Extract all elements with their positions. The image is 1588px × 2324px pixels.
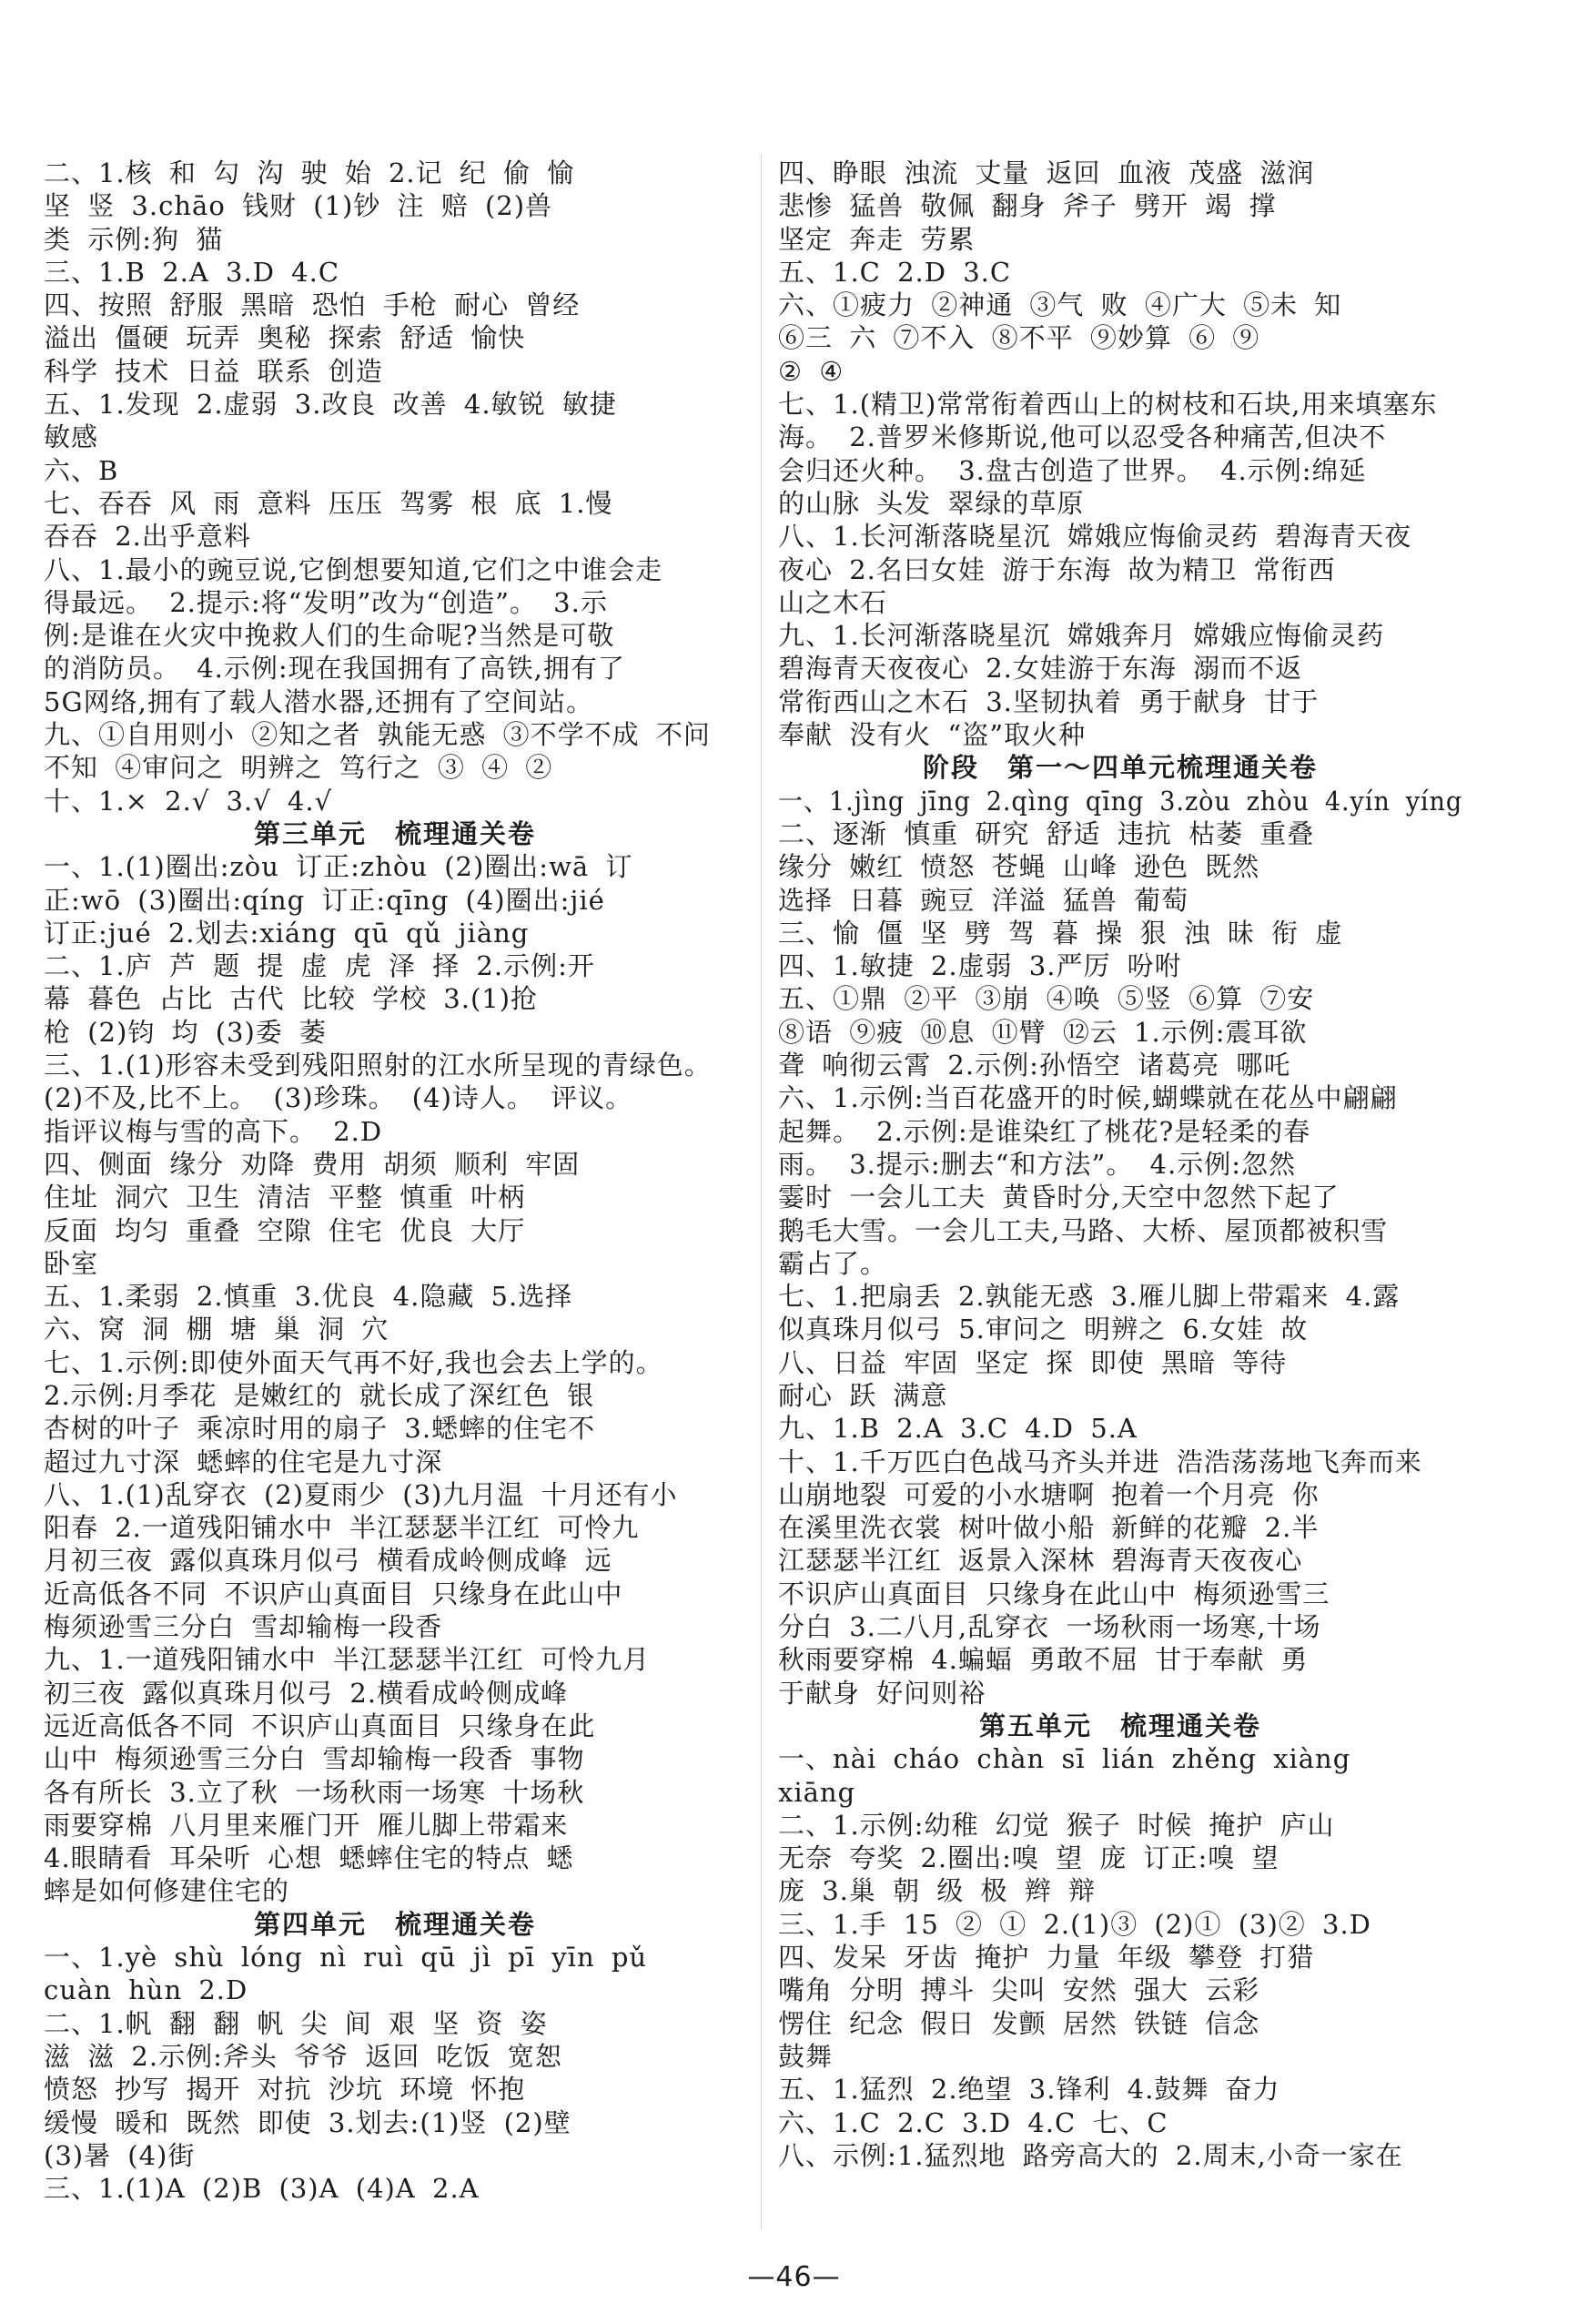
answer-line: 科学 技术 日益 联系 创造 [44,355,383,387]
section-heading: 阶段 第一～四单元梳理通关卷 [922,752,1318,784]
answer-line: 嘴角 分明 搏斗 尖叫 安然 强大 云彩 [778,1974,1260,2006]
answer-line: 九、①自用则小 ②知之者 孰能无惑 ③不学不成 不问 [44,719,711,751]
section-heading: 第三单元 梳理通关卷 [253,817,536,849]
answer-line: 蟀是如何修建住宅的 [44,1875,290,1907]
answer-line: 五、1.猛烈 2.绝望 3.锋利 4.鼓舞 奋力 [778,2074,1280,2106]
answer-line: 例:是谁在火灾中挽救人们的生命呢?当然是可敬 [44,620,615,652]
answer-line: 悲惨 猛兽 敬佩 翻身 斧子 劈开 竭 撑 [778,190,1277,222]
answer-line: 的山脉 头发 翠绿的草原 [778,487,1085,519]
answer-line: 超过九寸深 蟋蟀的住宅是九寸深 [44,1446,443,1477]
page-number: —46— [747,2261,841,2293]
answer-line: 九、1.B 2.A 3.C 4.D 5.A [778,1413,1138,1445]
answer-line: 四、发呆 牙齿 掩护 力量 年级 攀登 打猎 [778,1942,1315,1974]
answer-line: 八、1.最小的豌豆说,它倒想要知道,它们之中谁会走 [44,553,663,585]
answer-line: 正:wō (3)圈出:qíng 订正:qīng (4)圈出:jié [44,884,605,916]
answer-line: 坚 竖 3.chāo 钱财 (1)钞 注 赔 (2)兽 [44,190,553,222]
answer-line: 二、1.帆 翻 翻 帆 尖 间 艰 坚 资 姿 [44,2007,548,2039]
answer-line: 三、1.手 15 ② ① 2.(1)③ (2)① (3)② 3.D [778,1908,1371,1940]
answer-line: 的消防员。 4.示例:现在我国拥有了高铁,拥有了 [44,653,625,685]
answer-line: (3)暑 (4)街 [44,2139,196,2171]
answer-line: 十、1.千万匹白色战马齐头并进 浩浩荡荡地飞奔而来 [778,1446,1422,1477]
answer-line: 愤怒 抄写 揭开 对抗 沙坑 环境 怀抱 [44,2074,526,2106]
answer-line: 远近高低各不同 不识庐山真面目 只缘身在此 [44,1710,596,1741]
answer-line: 阳春 2.一道残阳铺水中 半江瑟瑟半江红 可怜九 [44,1512,640,1544]
answer-line: 缘分 嫩红 愤怒 苍蝇 山峰 逊色 既然 [778,851,1260,883]
answer-line: 于献身 好问则裕 [778,1677,986,1709]
answer-line: 会归还火种。 3.盘古创造了世界。 4.示例:绵延 [778,454,1367,486]
left-column [44,157,746,2205]
answer-line: 在溪里洗衣裳 树叶做小船 新鲜的花瓣 2.半 [778,1512,1320,1544]
answer-line: 指评议梅与雪的高下。 2.D [44,1115,383,1147]
answer-line: ⑧语 ⑨疲 ⑩息 ⑪臂 ⑫云 1.示例:震耳欲 [778,1016,1308,1048]
answer-line: 六、①疲力 ②神通 ③气 败 ④广大 ⑤未 知 [778,289,1342,321]
section-heading: 第五单元 梳理通关卷 [978,1710,1261,1741]
answer-line: 月初三夜 露似真珠月似弓 横看成岭侧成峰 远 [44,1545,612,1577]
answer-line: 四、睁眼 浊流 丈量 返回 血液 茂盛 滋润 [778,157,1315,188]
answer-line: cuàn hùn 2.D [44,1974,248,2006]
answer-line: 选择 日暮 豌豆 洋溢 猛兽 葡萄 [778,884,1189,916]
answer-line: 七、1.示例:即使外面天气再不好,我也会去上学的。 [44,1346,663,1378]
answer-line: 不知 ④审问之 明辨之 笃行之 ③ ④ ② [44,752,553,784]
answer-line: 四、侧面 缘分 劝降 费用 胡须 顺利 牢固 [44,1148,581,1180]
column-divider [761,155,762,2230]
answer-line: 九、1.长河渐落晓星沉 嫦娥奔月 嫦娥应悔偷灵药 [778,620,1385,652]
answer-line: 二、逐渐 慎重 研究 舒适 违抗 枯萎 重叠 [778,817,1315,849]
answer-line: 起舞。 2.示例:是谁染红了桃花?是轻柔的春 [778,1115,1311,1147]
answer-line: 雨要穿棉 八月里来雁门开 雁儿脚上带霜来 [44,1809,569,1841]
answer-line: 六、1.C 2.C 3.D 4.C 七、C [778,2106,1168,2138]
answer-line: 得最远。 2.提示:将“发明”改为“创造”。 3.示 [44,586,608,618]
answer-line: 江瑟瑟半江红 返景入深林 碧海青天夜夜心 [778,1545,1303,1577]
answer-line: 近高低各不同 不识庐山真面目 只缘身在此山中 [44,1578,623,1609]
answer-line: 八、示例:1.猛烈地 路旁高大的 2.周末,小奇一家在 [778,2139,1403,2171]
answer-line: xiāng [778,1776,856,1808]
section-heading: 第四单元 梳理通关卷 [253,1908,536,1940]
answer-line: 滋 滋 2.示例:斧头 爷爷 返回 吃饭 宽恕 [44,2040,562,2072]
answer-line: 秋雨要穿棉 4.蝙蝠 勇敢不屈 甘于奉献 勇 [778,1644,1309,1676]
answer-line: 梅须逊雪三分白 雪却输梅一段香 [44,1611,443,1643]
answer-line: 一、1.jìng jīng 2.qìng qīng 3.zòu zhòu 4.yín yíng [778,785,1462,817]
answer-line: 分白 3.二八月,乱穿衣 一场秋雨一场寒,十场 [778,1611,1321,1643]
answer-line: 五、1.发现 2.虚弱 3.改良 改善 4.敏锐 敏捷 [44,389,617,421]
answer-line: 杏树的叶子 乘凉时用的扇子 3.蟋蟀的住宅不 [44,1413,596,1445]
answer-line: 坚定 奔走 劳累 [778,223,976,255]
answer-line: 庞 3.巢 朝 级 极 辫 辩 [778,1875,1096,1907]
answer-line: 一、1.(1)圈出:zòu 订正:zhòu (2)圈出:wā 订 [44,851,633,883]
answer-line: 三、1.B 2.A 3.D 4.C [44,256,340,288]
answer-line: 六、B [44,454,119,486]
answer-line: 4.眼睛看 耳朵听 心想 蟋蟀住宅的特点 蟋 [44,1842,574,1874]
answer-line: 鼓舞 [778,2040,834,2072]
answer-line: 七、吞吞 风 雨 意料 压压 驾雾 根 底 1.慢 [44,487,613,519]
answer-line: 山中 梅须逊雪三分白 雪却输梅一段香 事物 [44,1743,585,1775]
answer-line: 二、1.核 和 勾 沟 驶 始 2.记 纪 偷 愉 [44,157,575,188]
answer-line: 缓慢 暖和 既然 即使 3.划去:(1)竖 (2)壁 [44,2106,571,2138]
answer-line: 各有所长 3.立了秋 一场秋雨一场寒 十场秋 [44,1776,585,1808]
answer-line: 初三夜 露似真珠月似弓 2.横看成岭侧成峰 [44,1677,569,1709]
answer-line: 常衔西山之木石 3.坚韧执着 勇于献身 甘于 [778,685,1320,717]
answer-line: 耐心 跃 满意 [778,1379,948,1411]
answer-line: 二、1.庐 芦 题 提 虚 虎 泽 择 2.示例:开 [44,950,595,982]
answer-line: 2.示例:月季花 是嫩红的 就长成了深红色 银 [44,1379,595,1411]
answer-line: 五、1.柔弱 2.慎重 3.优良 4.隐藏 5.选择 [44,1281,573,1313]
answer-line: 七、1.(精卫)常常衔着西山上的树枝和石块,用来填塞东 [778,389,1438,421]
answer-line: 枪 (2)钧 均 (3)委 萎 [44,1016,328,1048]
answer-line: 二、1.示例:幼稚 幻觉 猴子 时候 掩护 庐山 [778,1809,1335,1841]
answer-line: 海。 2.普罗米修斯说,他可以忍受各种痛苦,但决不 [778,421,1387,453]
answer-line: 雨。 3.提示:删去“和方法”。 4.示例:忽然 [778,1148,1296,1180]
answer-line: 八、1.长河渐落晓星沉 嫦娥应悔偷灵药 碧海青天夜 [778,521,1412,553]
answer-line: 八、1.(1)乱穿衣 (2)夏雨少 (3)九月温 十月还有小 [44,1478,678,1510]
answer-line: 似真珠月似弓 5.审问之 明辨之 6.女娃 故 [778,1314,1309,1345]
answer-line: 霎时 一会儿工夫 黄昏时分,天空中忽然下起了 [778,1182,1340,1213]
answer-line: 三、愉 僵 坚 劈 驾 暮 操 狠 浊 昧 衔 虚 [778,917,1343,949]
answer-line: 幕 暮色 占比 古代 比较 学校 3.(1)抢 [44,983,539,1015]
answer-line: 住址 洞穴 卫生 清洁 平整 慎重 叶柄 [44,1182,526,1213]
right-column [778,157,1462,2172]
answer-line: 三、1.(1)形容未受到残阳照射的江水所呈现的青绿色。 [44,1050,712,1081]
answer-line: 不识庐山真面目 只缘身在此山中 梅须逊雪三 [778,1578,1330,1609]
answer-line: 十、1.× 2.√ 3.√ 4.√ [44,785,333,817]
answer-line: 八、日益 牢固 坚定 探 即使 黑暗 等待 [778,1346,1288,1378]
answer-line: 卧室 [44,1247,99,1279]
answer-line: ⑥三 六 ⑦不入 ⑧不平 ⑨妙算 ⑥ ⑨ [778,322,1260,354]
answer-line: 鹅毛大雪。一会儿工夫,马路、大桥、屋顶都被积雪 [778,1214,1389,1246]
answer-line: 类 示例:狗 猫 [44,223,224,255]
answer-line: 夜心 2.名曰女娃 游于东海 故为精卫 常衔西 [778,553,1336,585]
answer-line: 山崩地裂 可爱的小水塘啊 抱着一个月亮 你 [778,1478,1320,1510]
answer-line: 霸占了。 [778,1247,888,1279]
answer-line: 一、1.yè shù lóng nì ruì qū jì pī yīn pǔ [44,1942,648,1974]
answer-line: 无奈 夸奖 2.圈出:嗅 望 庞 订正:嗅 望 [778,1842,1280,1874]
answer-line: 吞吞 2.出乎意料 [44,521,251,553]
answer-line: 七、1.把扇丢 2.孰能无惑 3.雁儿脚上带霜来 4.露 [778,1281,1401,1313]
answer-line: 四、按照 舒服 黑暗 恐怕 手枪 耐心 曾经 [44,289,581,321]
answer-line: ② ④ [778,355,845,387]
answer-line: 山之木石 [778,586,888,618]
answer-line: 5G网络,拥有了载人潜水器,还拥有了空间站。 [44,685,594,717]
answer-line: 五、①鼎 ②平 ③崩 ④唤 ⑤竖 ⑥算 ⑦安 [778,983,1315,1015]
answer-line: 六、窝 洞 棚 塘 巢 洞 穴 [44,1314,389,1345]
answer-line: 溢出 僵硬 玩弄 奥秘 探索 舒适 愉快 [44,322,526,354]
answer-line: 奉献 没有火 “盗”取火种 [778,719,1087,751]
answer-line: 四、1.敏捷 2.虚弱 3.严厉 吩咐 [778,950,1182,982]
answer-line: 一、nài cháo chàn sī lián zhěng xiàng [778,1743,1351,1775]
answer-line: 九、1.一道残阳铺水中 半江瑟瑟半江红 可怜九月 [44,1644,651,1676]
answer-line: 六、1.示例:当百花盛开的时候,蝴蝶就在花丛中翩翩 [778,1082,1398,1114]
answer-line: 反面 均匀 重叠 空隙 住宅 优良 大厅 [44,1214,526,1246]
answer-line: 订正:jué 2.划去:xiáng qū qǔ jiàng [44,917,530,949]
answer-line: 五、1.C 2.D 3.C [778,256,1012,288]
answer-line: 三、1.(1)A (2)B (3)A (4)A 2.A [44,2173,480,2205]
answer-line: 敏感 [44,421,99,453]
answer-line: 愣住 纪念 假日 发颤 居然 铁链 信念 [778,2007,1260,2039]
answer-line: 碧海青天夜夜心 2.女娃游于东海 溺而不返 [778,653,1303,685]
answer-line: 聋 响彻云霄 2.示例:孙悟空 诸葛亮 哪吒 [778,1050,1291,1081]
answer-line: (2)不及,比不上。 (3)珍珠。 (4)诗人。 评议。 [44,1082,633,1114]
